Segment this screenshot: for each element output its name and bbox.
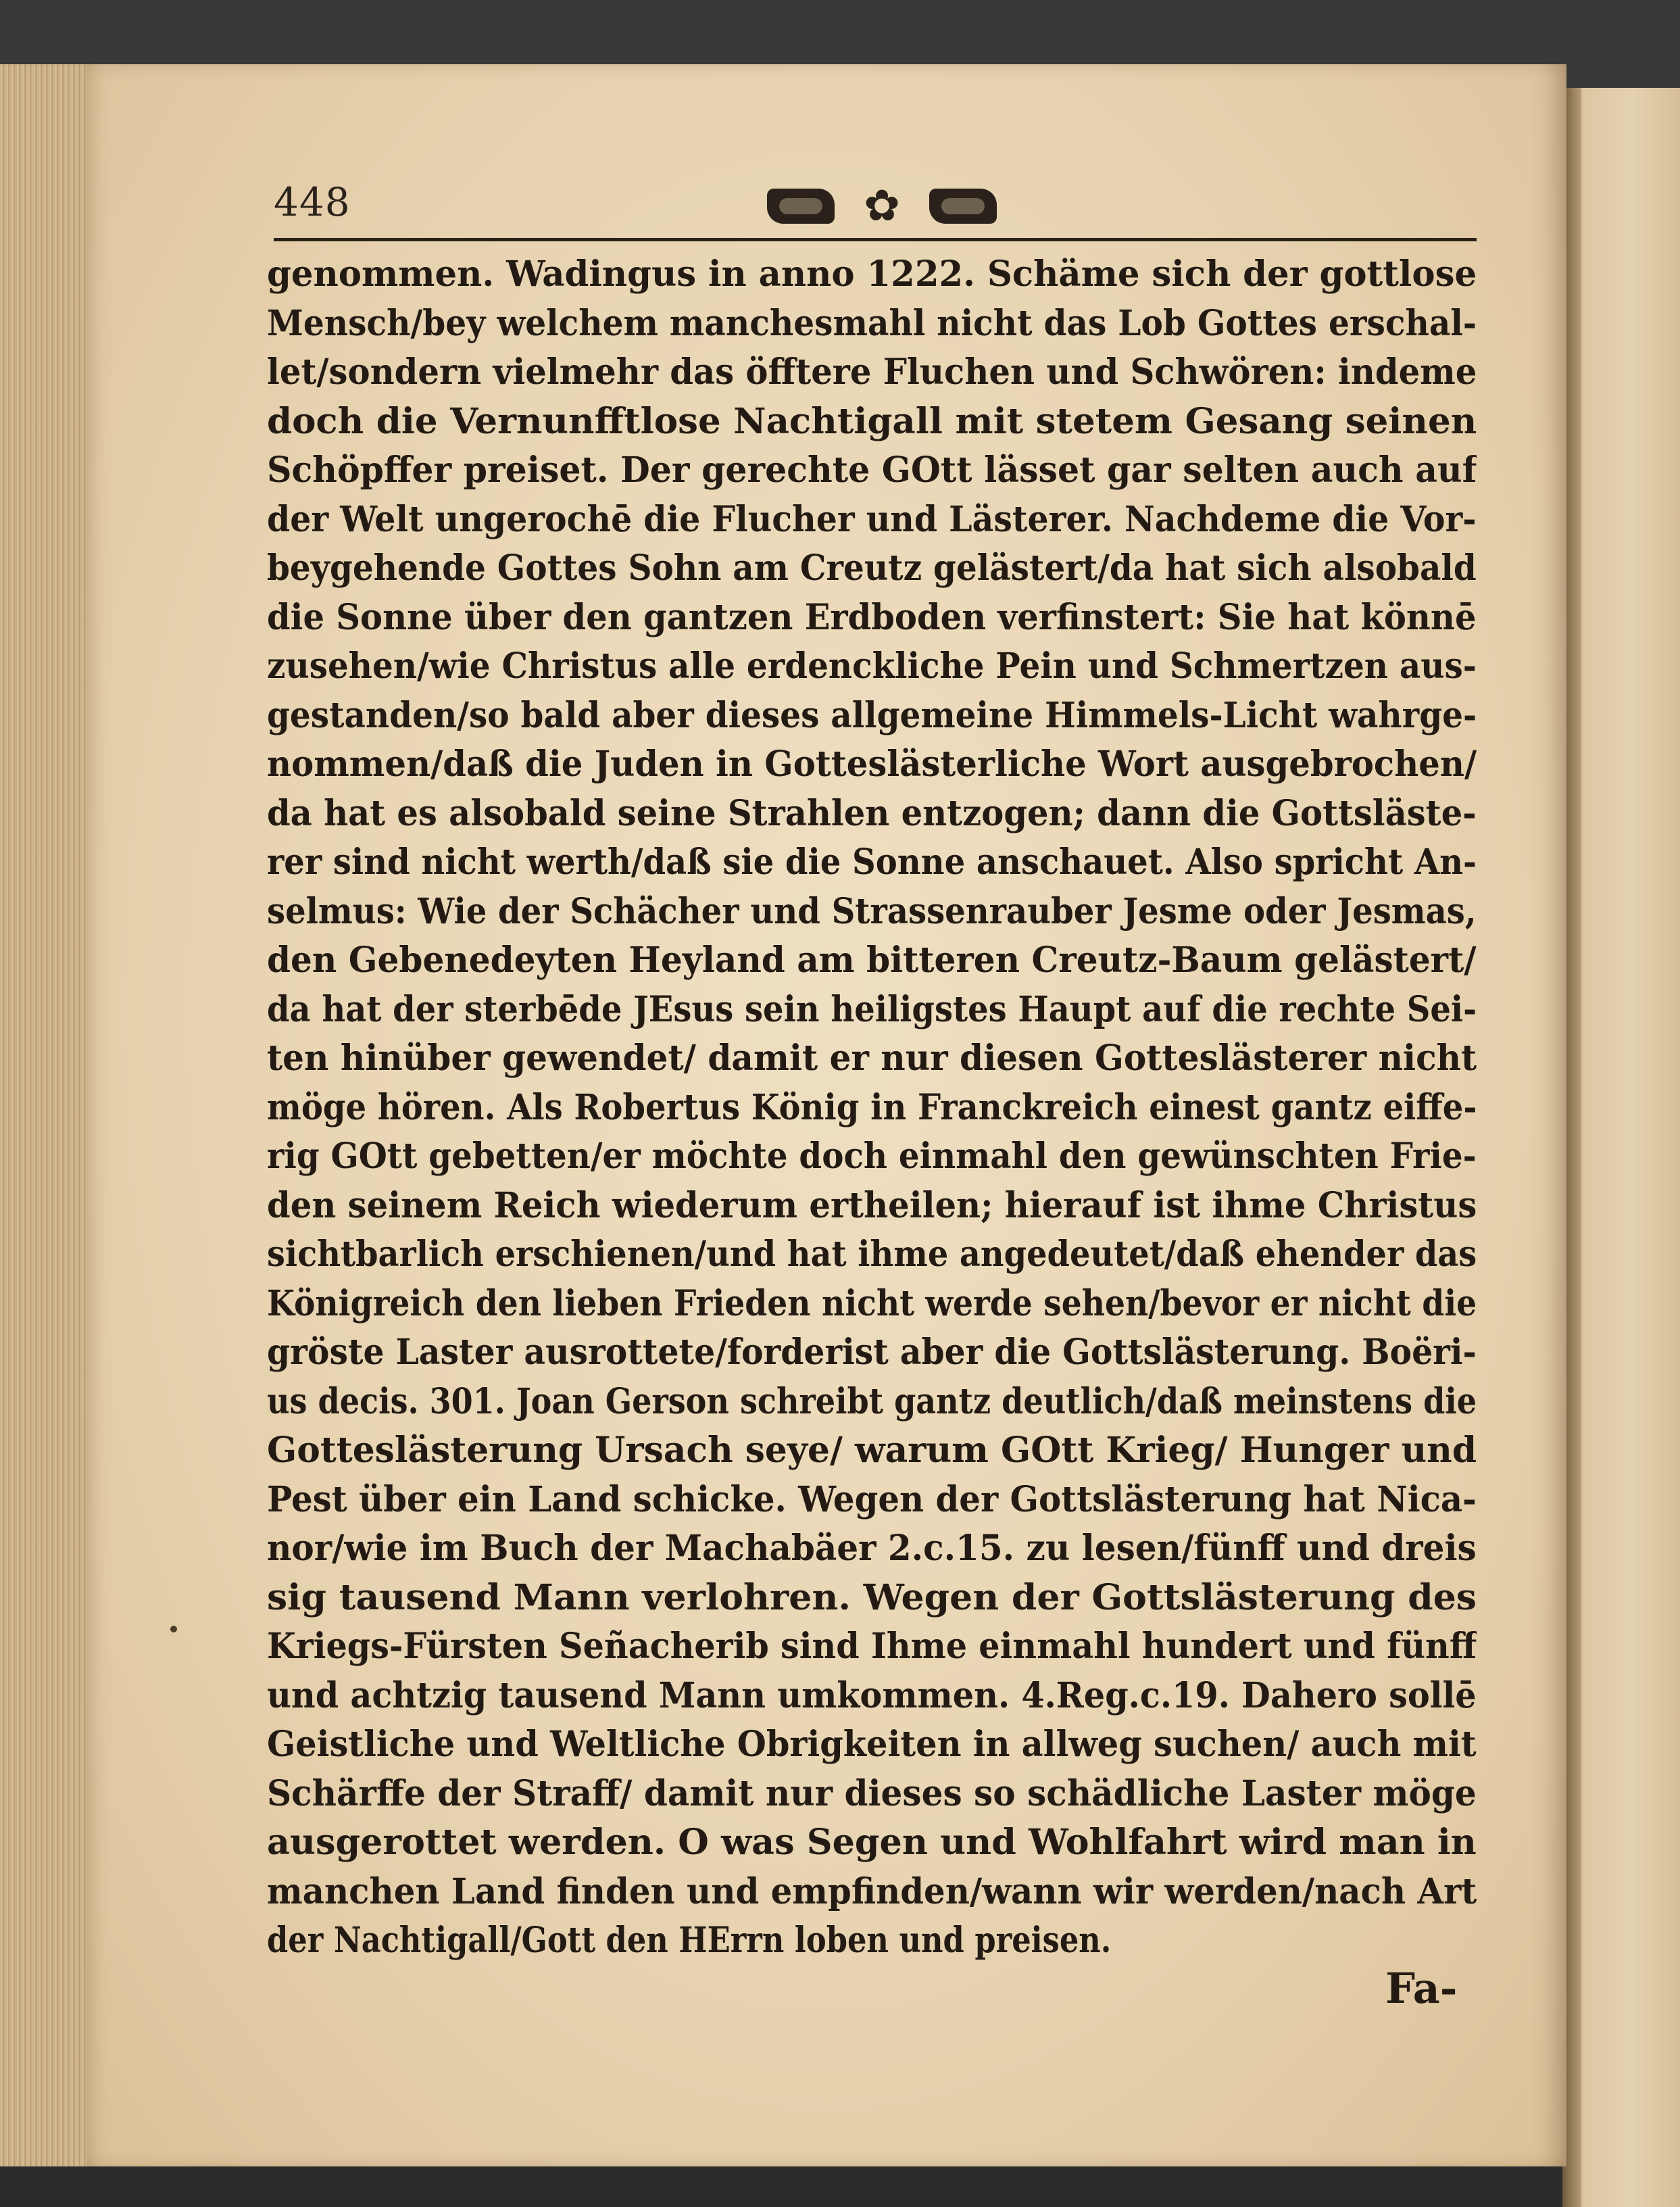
text-line: nommen/daß die Juden in Gotteslästerliche Wort ausgebrochen/	[267, 744, 1477, 785]
text-line: gröste Laster ausrottete/forderist aber die Gottslästerung. Boëri-	[267, 1332, 1477, 1373]
text-line: der Welt ungerochē die Flucher und Lästerer. Nachdeme die Vor-	[267, 498, 1477, 540]
text-line: da hat es alsobald seine Strahlen entzogen; dann die Gottsläste-	[267, 792, 1477, 834]
text-line: us decis. 301. Joan Gerson schreibt gantz deutlich/daß meinstens die	[267, 1380, 1477, 1422]
text-line: Geistliche und Weltliche Obrigkeiten in allweg suchen/ auch mit	[267, 1724, 1477, 1765]
text-line: Mensch/bey welchem manchesmahl nicht das Lob Gottes erschal-	[267, 302, 1477, 344]
text-line: selmus: Wie der Schächer und Strassenrauber Jesme oder Jesmas,	[267, 890, 1477, 932]
text-line: die Sonne über den gantzen Erdboden verfinstert: Sie hat könnē	[267, 596, 1477, 638]
text-line: ausgerottet werden. O was Segen und Wohlfahrt wird man in	[267, 1822, 1477, 1863]
text-line: rig GOtt gebetten/er möchte doch einmahl den gewünschten Frie-	[267, 1136, 1477, 1177]
text-line: möge hören. Als Robertus König in Franckreich einest gantz eiffe-	[267, 1086, 1477, 1128]
text-line: und achtzig tausend Mann umkommen. 4.Reg.c.19. Dahero sollē	[267, 1674, 1477, 1716]
text-line: nor/wie im Buch der Machabäer 2.c.15. zu lesen/fünff und dreis	[267, 1528, 1477, 1569]
text-line: ten hinüber gewendet/ damit er nur diesen Gotteslästerer nicht	[267, 1038, 1477, 1079]
text-line: Schöpffer preiset. Der gerechte GOtt lässet gar selten auch auf	[267, 450, 1477, 491]
text-line: Pest über ein Land schicke. Wegen der Gottslästerung hat Nica-	[267, 1478, 1477, 1520]
text-line: let/sondern vielmehr das öfftere Fluchen und Schwören: indeme	[267, 351, 1477, 393]
catchword: Fa-	[1385, 1964, 1458, 2013]
body-text	[267, 250, 1477, 1966]
text-line: sig tausend Mann verlohren. Wegen der Gottslästerung des	[267, 1576, 1477, 1618]
text-line: zusehen/wie Christus alle erdenckliche Pein und Schmertzen aus-	[267, 646, 1477, 687]
text-line: Schärffe der Straff/ damit nur dieses so schädliche Laster möge	[267, 1772, 1477, 1814]
ornament-right-icon	[929, 189, 997, 224]
text-line: manchen Land finden und empfinden/wann wir werden/nach Art	[267, 1870, 1477, 1912]
facing-page-right	[1562, 88, 1680, 2207]
header-rule	[274, 238, 1477, 241]
text-line: den seinem Reich wiederum ertheilen; hierauf ist ihme Christus	[267, 1184, 1477, 1226]
text-line: Gotteslästerung Ursach seye/ warum GOtt Krieg/ Hunger und	[267, 1430, 1477, 1471]
page-number: 448	[274, 179, 351, 225]
text-line: da hat der sterbēde JEsus sein heiligstes Haupt auf die rechte Sei-	[267, 988, 1477, 1030]
text-line: beygehende Gottes Sohn am Creutz gelästert/da hat sich alsobald	[267, 548, 1477, 589]
page-edges-left	[0, 64, 89, 2166]
text-line: sichtbarlich erschienen/und hat ihme angedeutet/daß ehender das	[267, 1234, 1477, 1275]
text-line: doch die Vernunfftlose Nachtigall mit stetem Gesang seinen	[267, 400, 1477, 442]
text-line: rer sind nicht werth/daß sie die Sonne anschauet. Also spricht An-	[267, 842, 1477, 883]
text-line: Königreich den lieben Frieden nicht werde sehen/bevor er nicht die	[267, 1282, 1477, 1324]
text-line: gestanden/so bald aber dieses allgemeine Himmels-Licht wahrge-	[267, 694, 1477, 736]
text-line: genommen. Wadingus in anno 1222. Schäme sich der gottlose	[267, 253, 1477, 295]
text-line: den Gebenedeyten Heyland am bitteren Creutz-Baum gelästert/	[267, 940, 1477, 981]
text-line: der Nachtigall/Gott den HErrn loben und preisen.	[267, 1920, 1112, 1961]
ornament-flower-icon: ✿	[864, 181, 900, 231]
header-ornament	[767, 183, 997, 230]
text-line: Kriegs-Fürsten Señacherib sind Ihme einmahl hundert und fünff	[267, 1626, 1477, 1667]
ink-speck	[170, 1626, 177, 1632]
ornament-left-icon	[767, 189, 835, 224]
